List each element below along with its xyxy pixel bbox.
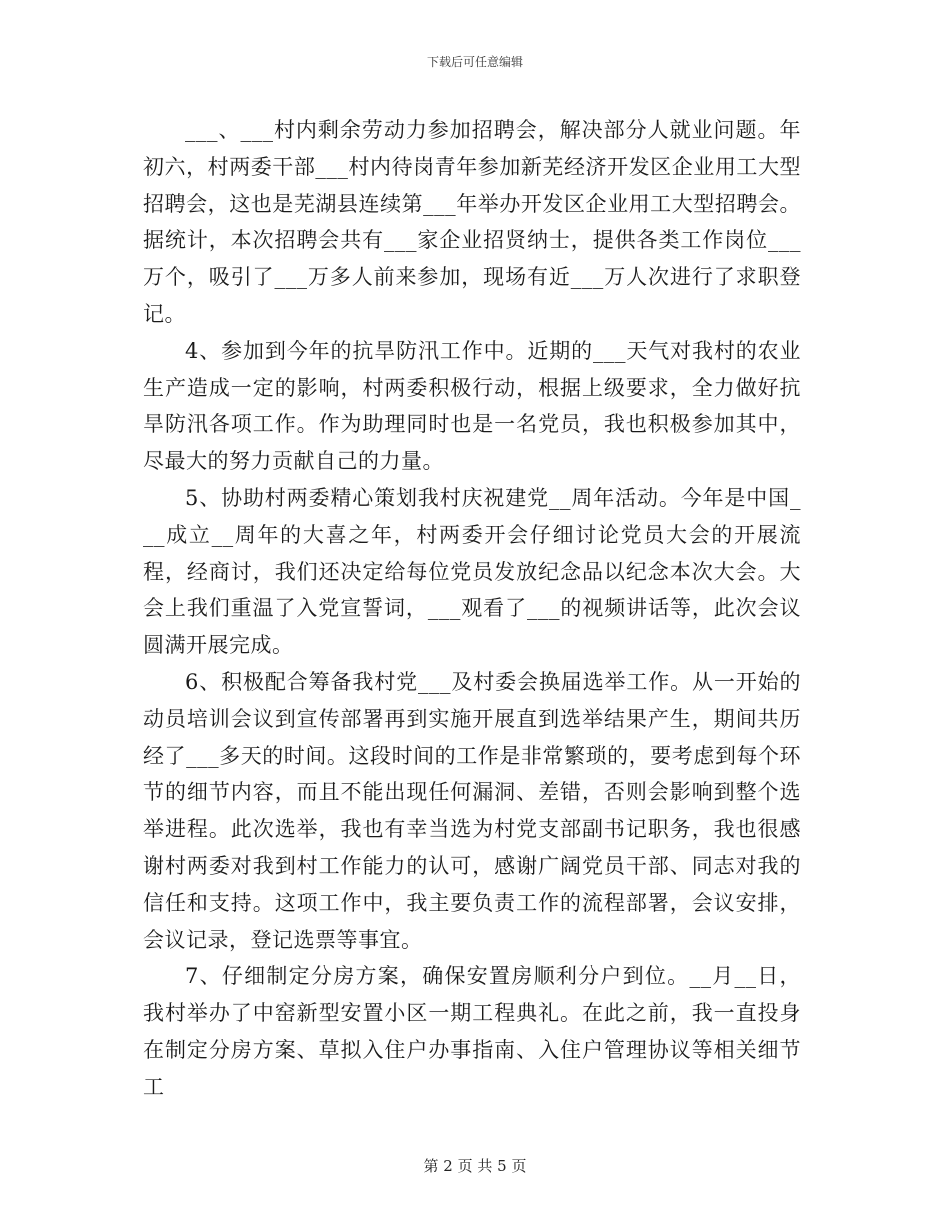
paragraph-election: 6、积极配合筹备我村党___及村委会换届选举工作。从一开始的动员培训会议到宣传部署再到实施开展直到选举结果产生，期间共历经了___多天的时间。这段时间的工作是非常繁琐的，要考虑到每个环节的细节内容，而且不能出现任何漏洞、差错，否则会影响到整个选举进程。此次选举，我也有幸当选为村党支部副书记职务，我也很感谢村两委对我到村工作能力的认可，感谢广阔党员干部、同志对我的信任和支持。这项工作中，我主要负责工作的流程部署，会议安排，会议记录，登记选票等事宜。	[143, 669, 801, 952]
page-number: 第 2 页 共 5 页	[423, 1157, 527, 1175]
document-body	[143, 112, 801, 1106]
paragraph-drought-flood: 4、参加到今年的抗旱防汛工作中。近期的___天气对我村的农业生产造成一定的影响，村两委积极行动，根据上级要求，全力做好抗旱防汛各项工作。作为助理同时也是一名党员，我也积极参加其中，尽最大的努力贡献自己的力量。	[143, 338, 801, 474]
paragraph-job-fair: ___、___村内剩余劳动力参加招聘会，解决部分人就业问题。年初六，村两委干部___村内待岗青年参加新芜经济开发区企业用工大型招聘会，这也是芜湖县连续第___年举办开发区企业用工大型招聘会。据统计，本次招聘会共有___家企业招贤纳士，提供各类工作岗位___万个，吸引了___万多人前来参加，现场有近___万人次进行了求职登记。	[143, 118, 801, 326]
paragraph-housing-allocation: 7、仔细制定分房方案，确保安置房顺利分户到位。__月__日，我村举办了中窑新型安置小区一期工程典礼。在此之前，我一直投身在制定分房方案、草拟入住户办事指南、入住户管理协议等相关细节工	[143, 964, 801, 1099]
paragraph-party-anniversary: 5、协助村两委精心策划我村庆祝建党__周年活动。今年是中国___成立__周年的大喜之年，村两委开会仔细讨论党员大会的开展流程，经商讨，我们还决定给每位党员发放纪念品以纪念本次大会。大会上我们重温了入党宣誓词，___观看了___的视频讲话等，此次会议圆满开展完成。	[143, 485, 801, 658]
page-header-note: 下载后可任意编辑	[426, 55, 523, 69]
